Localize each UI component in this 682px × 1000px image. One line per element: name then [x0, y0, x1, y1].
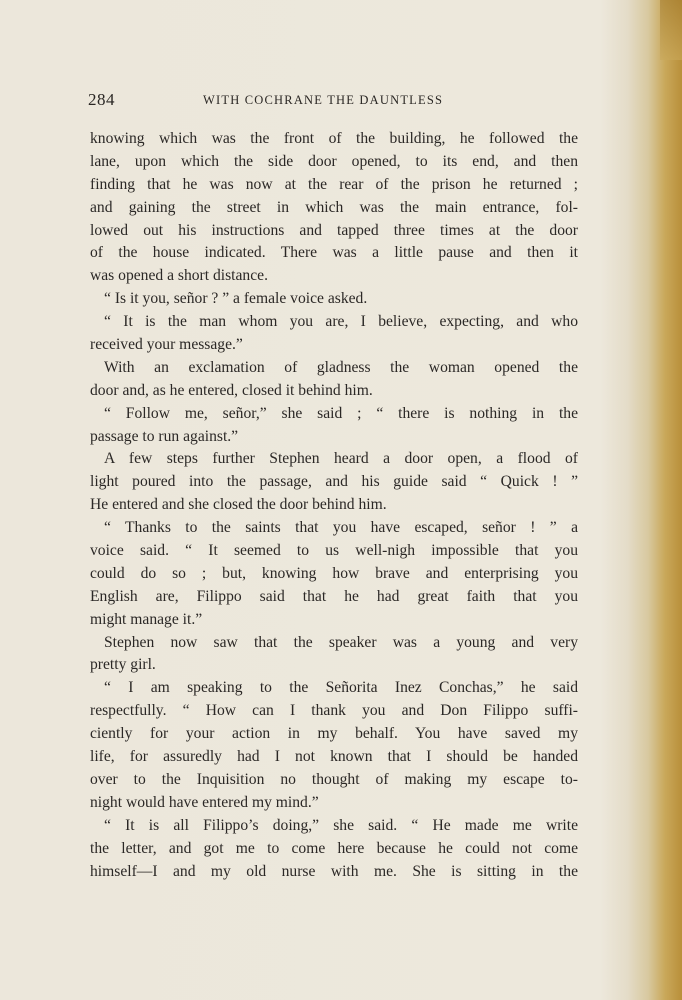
text-line: knowing which was the front of the building, he followed the [90, 130, 578, 147]
running-title: WITH COCHRANE THE DAUNTLESS [203, 93, 444, 107]
page-number: 284 [88, 90, 115, 109]
text-line: light poured into the passage, and his guide said “ Quick ! ” [90, 473, 578, 491]
text-line: door and, as he entered, closed it behind him. [90, 381, 373, 399]
text-line: and gaining the street in which was the main entrance, fol- [90, 198, 578, 216]
text-line: With an exclamation of gladness the woman opened the [104, 358, 578, 376]
text-line: “ Thanks to the saints that you have escaped, señor ! ” a [104, 519, 578, 537]
text-line: “ It is the man whom you are, I believe, expecting, and who [104, 313, 578, 331]
text-line: might manage it.” [90, 610, 203, 628]
text-line: “ Follow me, señor,” she said ; “ there is nothing in the [104, 404, 578, 422]
text-line: “ I am speaking to the Señorita Inez Conchas,” he said [104, 679, 578, 697]
text-line: A few steps further Stephen heard a door open, a flood of [104, 450, 578, 468]
text-line: passage to run against.” [90, 427, 239, 445]
text-line: received your message.” [90, 336, 243, 354]
running-head [88, 90, 588, 114]
text-line: “ Is it you, señor ? ” a female voice asked. [104, 290, 368, 308]
text-line: voice said. “ It seemed to us well-nigh impossible that you [90, 542, 578, 560]
text-line: English are, Filippo said that he had great faith that you [90, 587, 578, 605]
text-line: finding that he was now at the rear of the prison he returned ; [90, 175, 578, 193]
text-line: He entered and she closed the door behind him. [90, 496, 387, 514]
text-line: ciently for your action in my behalf. You have saved my [90, 725, 578, 743]
text-line: “ It is all Filippo’s doing,” she said. “ He made me write [104, 816, 578, 834]
text-line: pretty girl. [90, 656, 156, 674]
body-text [90, 128, 578, 883]
text-line: over to the Inquisition no thought of making my escape to- [90, 770, 578, 788]
text-line: was opened a short distance. [90, 267, 268, 285]
text-line: himself—I and my old nurse with me. She is sitting in the [90, 862, 578, 880]
text-line: of the house indicated. There was a little pause and then it [90, 244, 578, 262]
text-line: respectfully. “ How can I thank you and Don Filippo suffi- [90, 702, 578, 720]
page-edge-shadow [660, 0, 682, 60]
text-line: the letter, and got me to come here because he could not come [90, 839, 578, 857]
text-line: lane, upon which the side door opened, to its end, and then [90, 152, 578, 170]
text-line: life, for assuredly had I not known that I should be handed [90, 748, 578, 766]
text-line: could do so ; but, knowing how brave and enterprising you [90, 564, 578, 582]
text-line: night would have entered my mind.” [90, 793, 319, 811]
text-line: Stephen now saw that the speaker was a young and very [104, 633, 578, 651]
text-line: lowed out his instructions and tapped three times at the door [90, 221, 578, 239]
